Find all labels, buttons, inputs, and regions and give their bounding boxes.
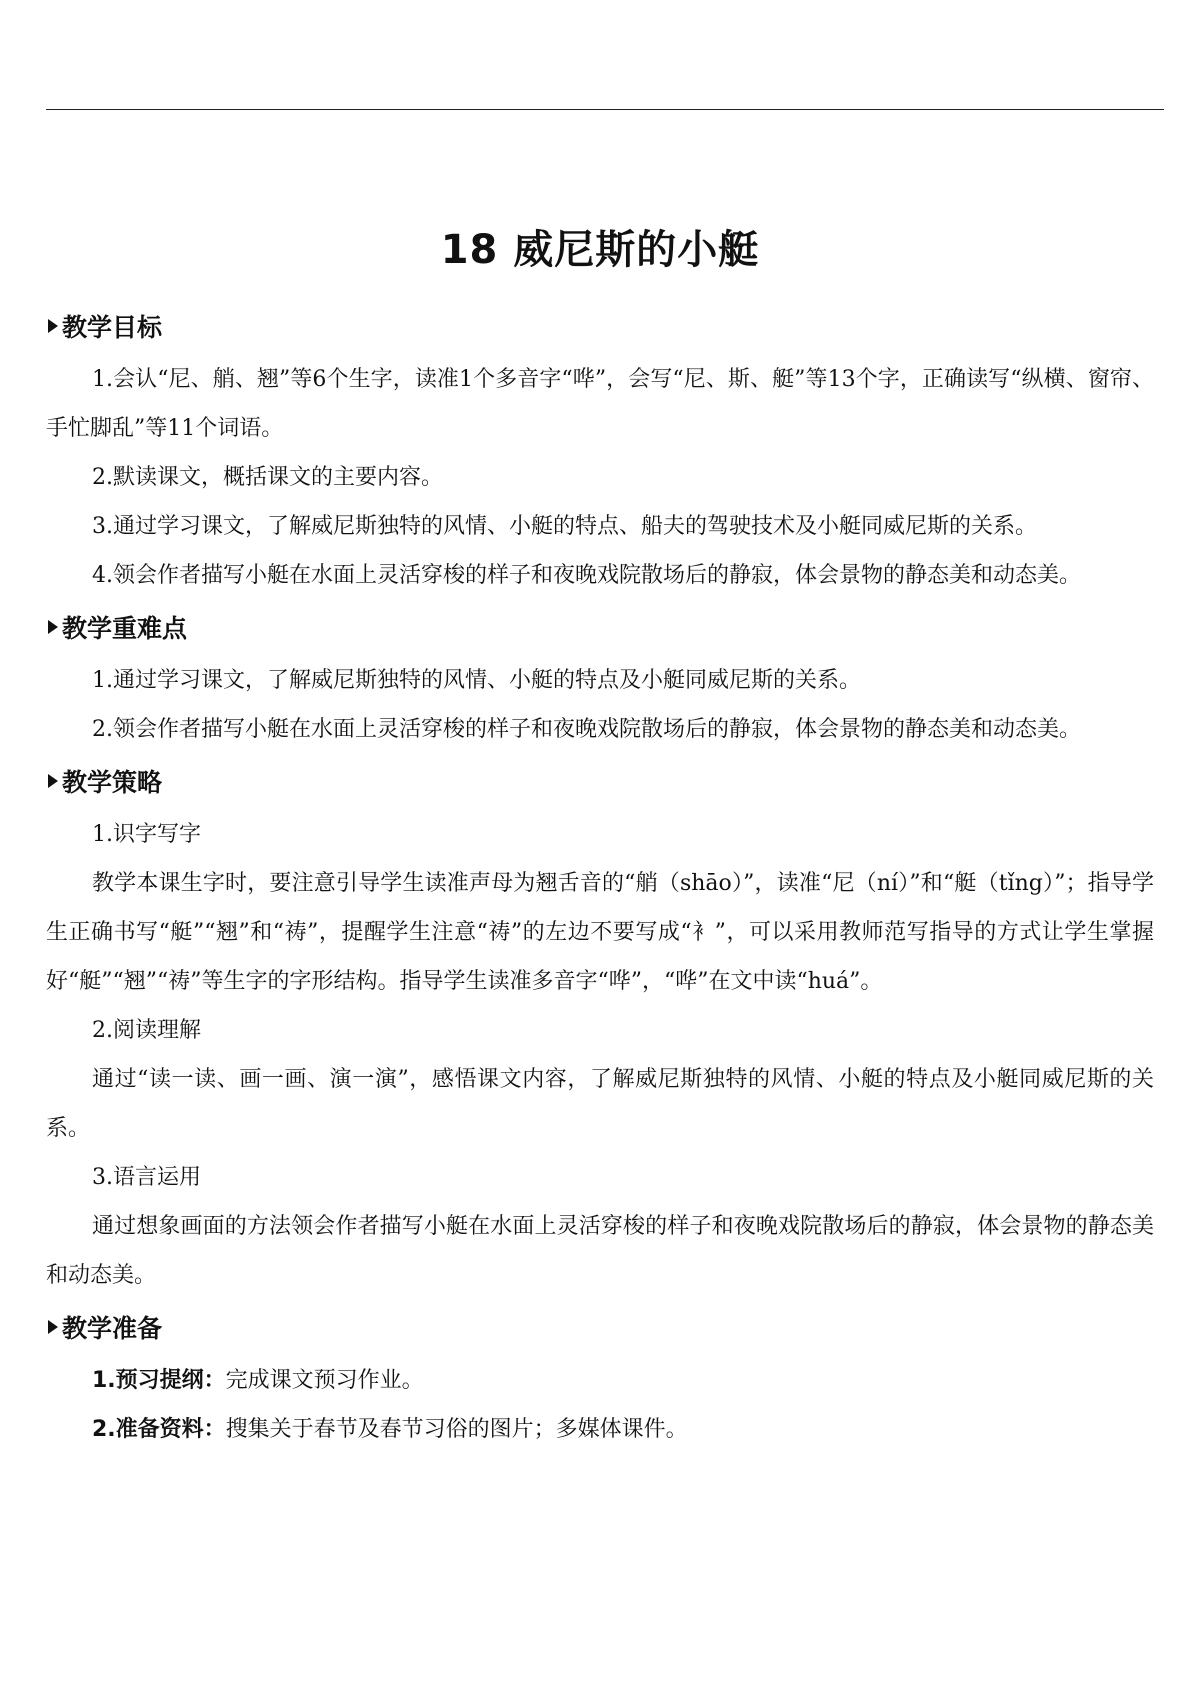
section-heading-text: 教学准备 — [62, 1314, 163, 1343]
section-heading-text: 教学目标 — [62, 313, 163, 342]
section-heading-key-points — [46, 604, 1154, 650]
section-heading-text: 教学重难点 — [62, 614, 188, 643]
preparation-item-text: 完成课文预习作业。 — [225, 1368, 424, 1393]
header-rule — [46, 109, 1164, 110]
strategy-subheading: 3.语言运用 — [92, 1165, 201, 1190]
preparation-item-label: 1.预习提纲： — [92, 1368, 226, 1393]
objective-paragraph: 1.会认“尼、艄、翘”等6个生字，读准1个多音字“哗”，会写“尼、斯、艇”等13个字，正确读写“纵横、窗帘、手忙脚乱”等11个词语。 — [46, 367, 1154, 441]
key-point-paragraph: 1.通过学习课文，了解威尼斯独特的风情、小艇的特点及小艇同威尼斯的关系。 — [92, 668, 861, 693]
objective-paragraph: 2.默读课文，概括课文的主要内容。 — [92, 465, 443, 490]
triangle-bullet-icon — [48, 1320, 58, 1334]
section-heading-objectives — [46, 303, 1154, 349]
preparation-item-text: 搜集关于春节及春节习俗的图片；多媒体课件。 — [225, 1417, 688, 1442]
triangle-bullet-icon — [48, 620, 58, 634]
preparation-item — [46, 1405, 1154, 1454]
section-heading-text: 教学策略 — [62, 768, 163, 797]
section-heading-preparation — [46, 1304, 1154, 1350]
objective-paragraph: 4.领会作者描写小艇在水面上灵活穿梭的样子和夜晚戏院散场后的静寂，体会景物的静态美和动态美。 — [92, 563, 1081, 588]
section-heading-strategy — [46, 758, 1154, 804]
strategy-paragraph: 通过“读一读、画一画、演一演”，感悟课文内容，了解威尼斯独特的风情、小艇的特点及小艇同威尼斯的关系。 — [46, 1067, 1154, 1141]
preparation-item-label: 2.准备资料： — [92, 1417, 226, 1442]
strategy-paragraph: 教学本课生字时，要注意引导学生读准声母为翘舌音的“艄（shāo）”，读准“尼（ní）”和“艇（tǐng）”；指导学生正确书写“艇”“翘”和“祷”，提醒学生注意“祷”的左边不要写成“衤”，可以采用教师范写指导的方式让学生掌握好“艇”“翘”“祷”等生字的字形结构。指导学生读准多音字“哗”，“哗”在文中读“huá”。 — [46, 871, 1154, 994]
triangle-bullet-icon — [48, 774, 58, 788]
strategy-subheading: 1.识字写字 — [92, 822, 201, 847]
objective-paragraph: 3.通过学习课文，了解威尼斯独特的风情、小艇的特点、船夫的驾驶技术及小艇同威尼斯的关系。 — [92, 514, 1037, 539]
preparation-item — [46, 1356, 1154, 1405]
key-point-paragraph: 2.领会作者描写小艇在水面上灵活穿梭的样子和夜晚戏院散场后的静寂，体会景物的静态美和动态美。 — [92, 717, 1081, 742]
lesson-content — [46, 303, 1154, 1454]
strategy-paragraph: 通过想象画面的方法领会作者描写小艇在水面上灵活穿梭的样子和夜晚戏院散场后的静寂，体会景物的静态美和动态美。 — [46, 1214, 1154, 1288]
triangle-bullet-icon — [48, 319, 58, 333]
page-title: 18 威尼斯的小艇 — [440, 227, 760, 273]
strategy-subheading: 2.阅读理解 — [92, 1018, 201, 1043]
